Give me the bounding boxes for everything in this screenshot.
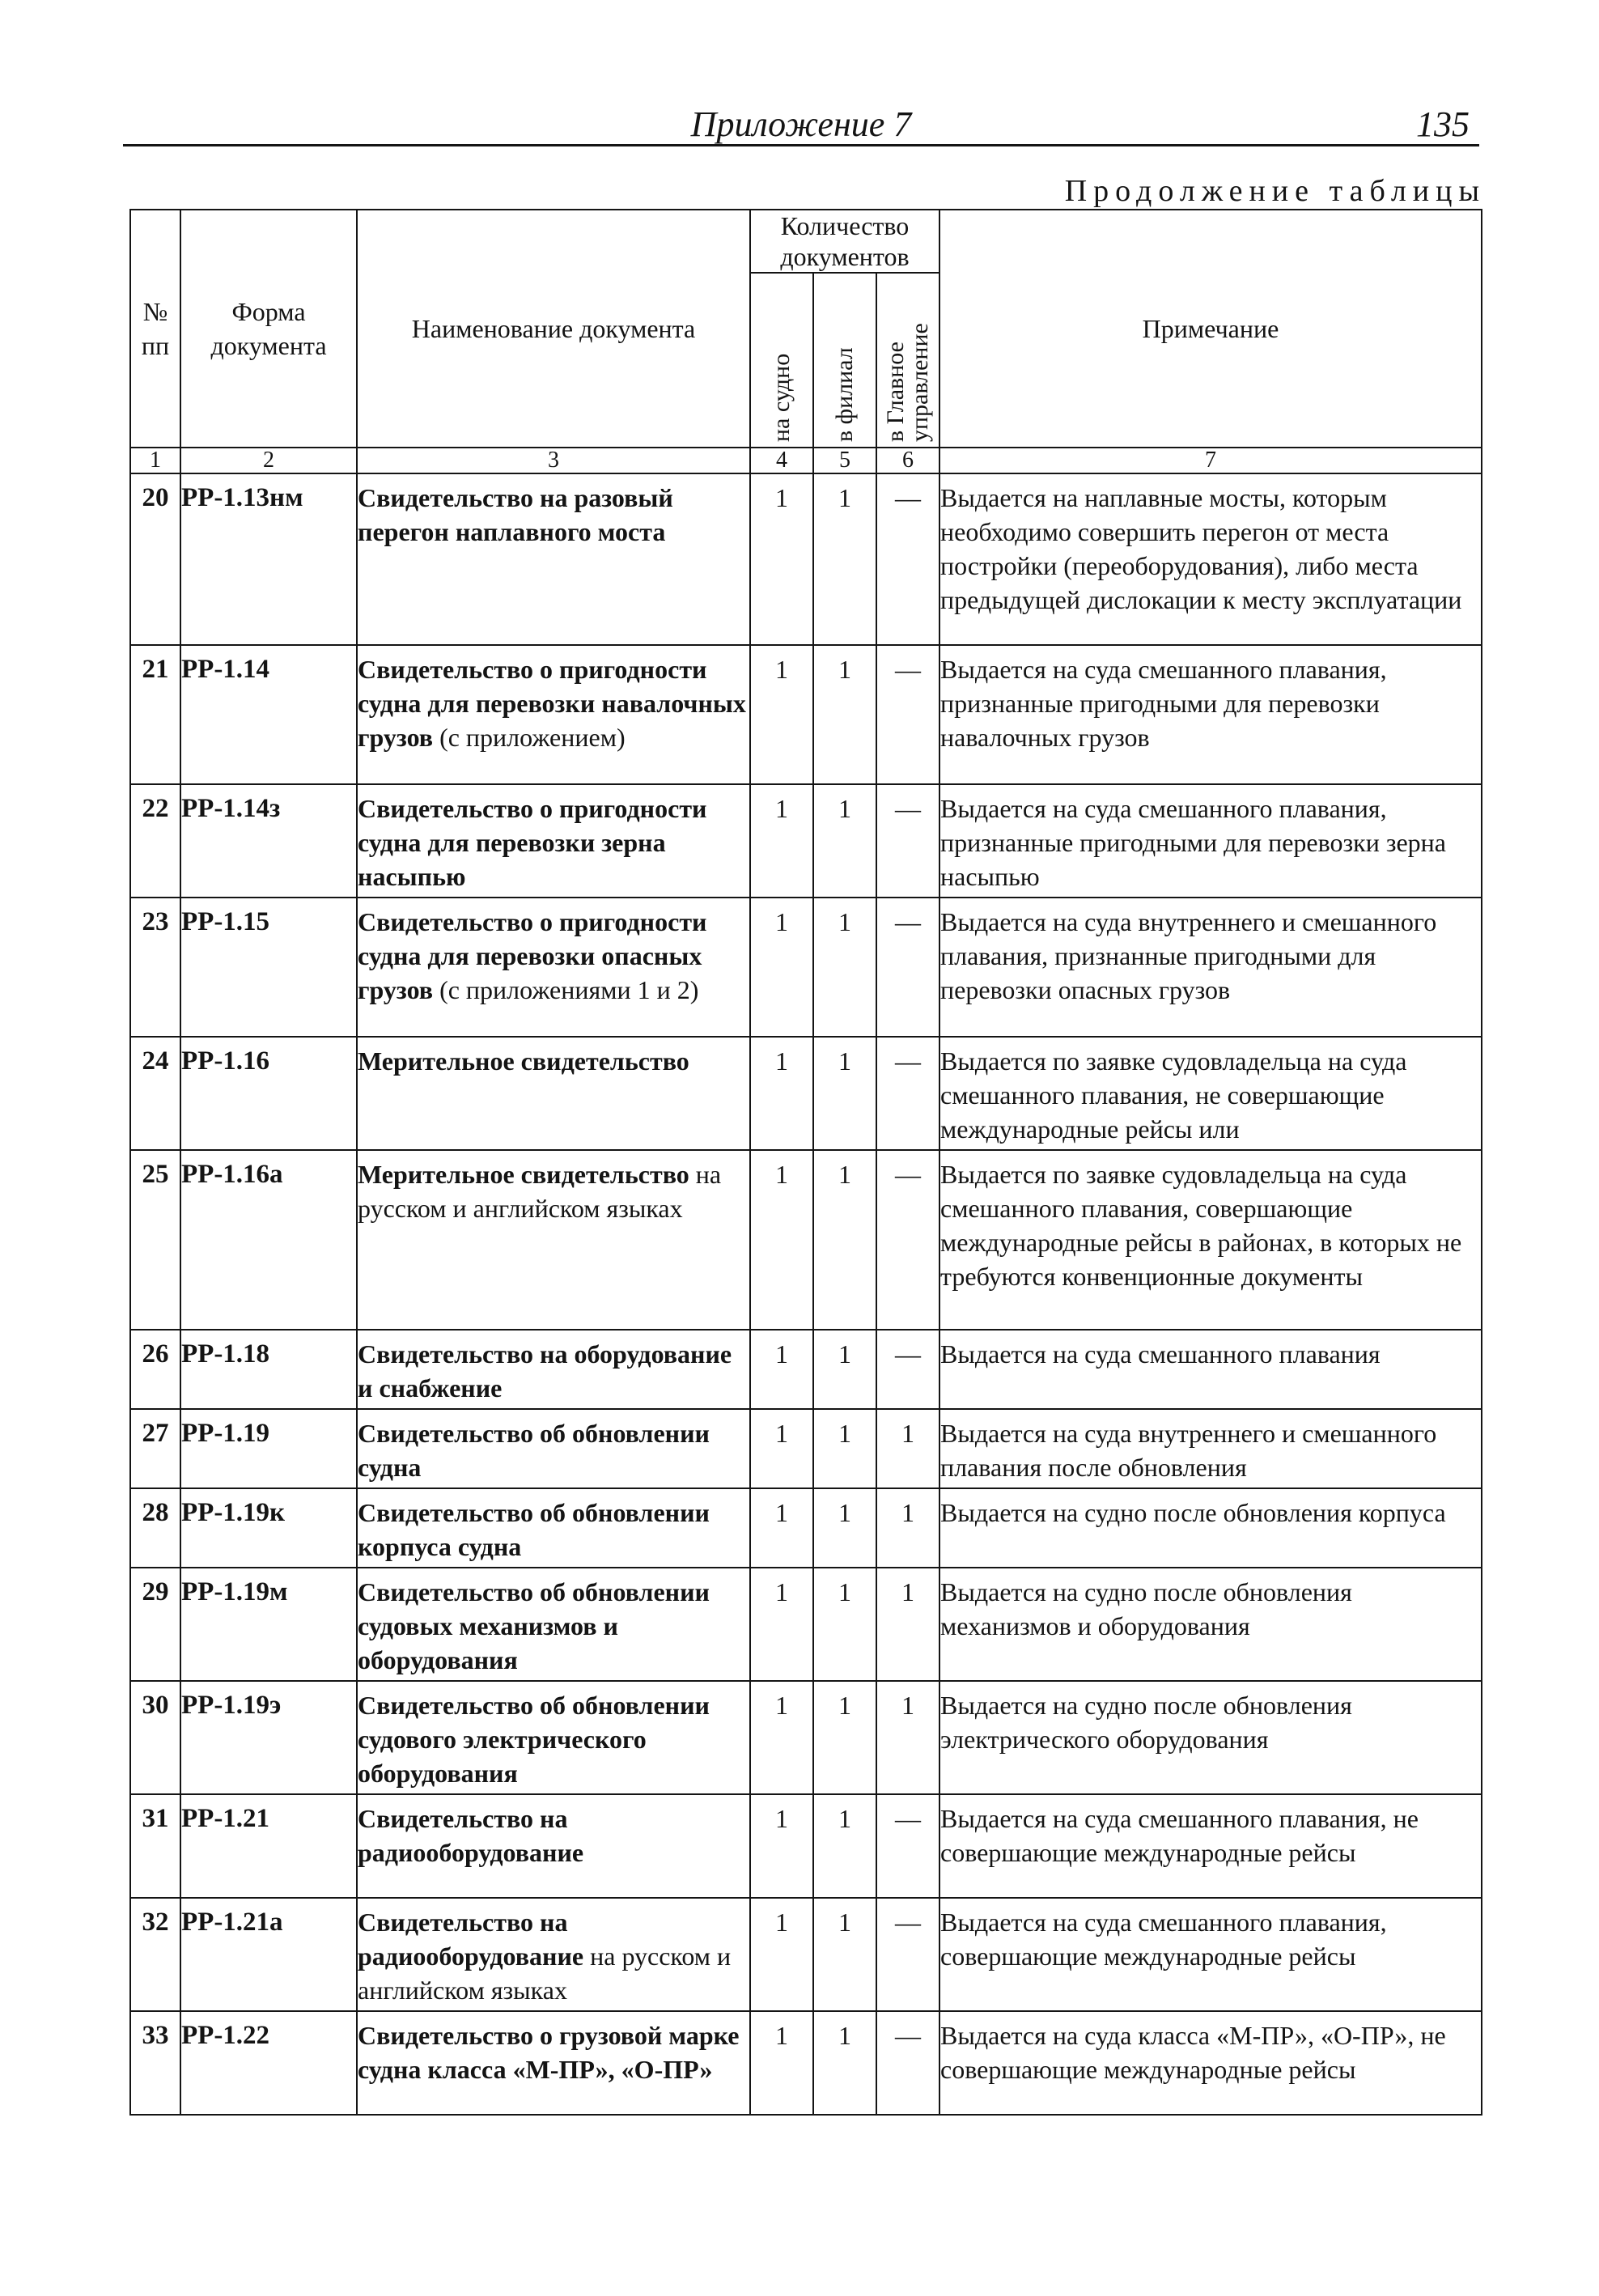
document-form: РР-1.14 — [180, 645, 357, 784]
table-row — [130, 784, 1482, 898]
page-number: 135 — [1416, 104, 1470, 144]
col-number: 2 — [180, 448, 357, 473]
table-row — [130, 645, 1482, 784]
page-title: Приложение 7 — [690, 104, 912, 144]
qty-head-office: 1 — [876, 1488, 939, 1568]
table-row — [130, 1898, 1482, 2011]
qty-branch: 1 — [813, 1681, 876, 1794]
note: Выдается на суда смешанного плавания, не совершающие международные рейсы — [939, 1794, 1482, 1898]
row-number: 23 — [130, 898, 180, 1037]
qty-ship: 1 — [750, 1681, 813, 1794]
document-form: РР-1.21а — [180, 1898, 357, 2011]
document-name-extra: (с приложениями 1 и 2) — [433, 975, 699, 1004]
col-number: 7 — [939, 448, 1482, 473]
qty-head-office: — — [876, 898, 939, 1037]
qty-head-office: — — [876, 473, 939, 645]
qty-head-office: 1 — [876, 1568, 939, 1681]
document-name: Свидетельство о пригодности судна для перевозки зерна насыпью — [358, 794, 707, 891]
table-caption: Продолжение таблицы — [1064, 174, 1486, 208]
qty-head-office: — — [876, 1898, 939, 2011]
qty-ship: 1 — [750, 2011, 813, 2115]
document-name: Свидетельство об обновлении судового электрического оборудования — [358, 1691, 710, 1788]
qty-ship: 1 — [750, 1330, 813, 1409]
document-name-cell — [357, 898, 750, 1037]
document-name: Свидетельство о пригодности судна для перевозки навалочных грузов — [358, 655, 746, 752]
col-number: 6 — [876, 448, 939, 473]
table-row — [130, 1330, 1482, 1409]
row-number: 20 — [130, 473, 180, 645]
qty-ship: 1 — [750, 1898, 813, 2011]
document-name: Свидетельство на разовый перегон наплавного моста — [358, 483, 673, 546]
table-row — [130, 1409, 1482, 1488]
note: Выдается по заявке судовладельца на суда смешанного плавания, не совершающие международные рейсы или — [939, 1037, 1482, 1150]
document-name-cell — [357, 645, 750, 784]
qty-branch: 1 — [813, 2011, 876, 2115]
document-form: РР-1.22 — [180, 2011, 357, 2115]
row-number: 28 — [130, 1488, 180, 1568]
document-form: РР-1.14з — [180, 784, 357, 898]
col-header-form: Форма документа — [180, 210, 357, 448]
document-name-cell — [357, 1409, 750, 1488]
row-number: 33 — [130, 2011, 180, 2115]
document-form: РР-1.16 — [180, 1037, 357, 1150]
row-number: 32 — [130, 1898, 180, 2011]
qty-branch: 1 — [813, 898, 876, 1037]
col-header-quantity: Количество документов — [750, 210, 939, 273]
row-number: 30 — [130, 1681, 180, 1794]
qty-branch: 1 — [813, 1898, 876, 2011]
row-number: 25 — [130, 1150, 180, 1330]
row-number: 26 — [130, 1330, 180, 1409]
qty-ship: 1 — [750, 1409, 813, 1488]
document-form: РР-1.18 — [180, 1330, 357, 1409]
qty-ship: 1 — [750, 1150, 813, 1330]
qty-branch: 1 — [813, 1330, 876, 1409]
note: Выдается на суда внутреннего и смешанного плавания после обновления — [939, 1409, 1482, 1488]
table-row — [130, 1568, 1482, 1681]
qty-ship: 1 — [750, 784, 813, 898]
col-number: 5 — [813, 448, 876, 473]
document-name-extra: на русском и английском языках — [358, 1942, 732, 2005]
qty-head-office: — — [876, 1150, 939, 1330]
col-header-name: Наименование документа — [357, 210, 750, 448]
col-header-head-office: в Главное управление — [876, 273, 939, 448]
document-name: Свидетельство на оборудование и снабжение — [358, 1339, 732, 1403]
table-row — [130, 898, 1482, 1037]
qty-branch: 1 — [813, 784, 876, 898]
document-form: РР-1.13нм — [180, 473, 357, 645]
qty-head-office: — — [876, 1037, 939, 1150]
row-number: 31 — [130, 1794, 180, 1898]
note: Выдается по заявке судовладельца на суда смешанного плавания, совершающие международные рейсы в районах, в которых не требуются конвенционные документы — [939, 1150, 1482, 1330]
document-name-extra: (с приложением) — [433, 723, 626, 752]
qty-branch: 1 — [813, 1037, 876, 1150]
document-name-cell — [357, 1150, 750, 1330]
qty-ship: 1 — [750, 1037, 813, 1150]
row-number: 21 — [130, 645, 180, 784]
note: Выдается на наплавные мосты, которым необходимо совершить перегон от места постройки (переоборудования), либо места предыдущей дислокации к месту эксплуатации — [939, 473, 1482, 645]
table-row — [130, 1794, 1482, 1898]
document-name: Свидетельство на радиооборудование — [358, 1908, 584, 1971]
document-form: РР-1.15 — [180, 898, 357, 1037]
document-name-cell — [357, 1330, 750, 1409]
document-form: РР-1.19 — [180, 1409, 357, 1488]
row-number: 24 — [130, 1037, 180, 1150]
col-number: 3 — [357, 448, 750, 473]
note: Выдается на суда внутреннего и смешанного плавания, признанные пригодными для перевозки опасных грузов — [939, 898, 1482, 1037]
qty-ship: 1 — [750, 645, 813, 784]
document-name-cell — [357, 473, 750, 645]
document-name-cell — [357, 2011, 750, 2115]
qty-branch: 1 — [813, 645, 876, 784]
note: Выдается на судно после обновления механизмов и оборудования — [939, 1568, 1482, 1681]
page-header — [123, 102, 1479, 147]
document-name-cell — [357, 1794, 750, 1898]
note: Выдается на судно после обновления электрического оборудования — [939, 1681, 1482, 1794]
col-header-ship: на судно — [750, 273, 813, 448]
col-header-note: Примечание — [939, 210, 1482, 448]
document-name-cell — [357, 1681, 750, 1794]
qty-head-office: — — [876, 1794, 939, 1898]
qty-head-office: — — [876, 784, 939, 898]
qty-ship: 1 — [750, 473, 813, 645]
row-number: 29 — [130, 1568, 180, 1681]
qty-head-office: — — [876, 1330, 939, 1409]
document-form: РР-1.19э — [180, 1681, 357, 1794]
document-name: Свидетельство на радиооборудование — [358, 1804, 584, 1867]
table-row — [130, 1037, 1482, 1150]
document-name: Мерительное свидетельство — [358, 1160, 689, 1189]
document-name-cell — [357, 1488, 750, 1568]
qty-ship: 1 — [750, 898, 813, 1037]
table-row — [130, 2011, 1482, 2115]
document-form: РР-1.19к — [180, 1488, 357, 1568]
col-header-no: № пп — [130, 210, 180, 448]
qty-branch: 1 — [813, 1488, 876, 1568]
qty-ship: 1 — [750, 1568, 813, 1681]
document-form: РР-1.19м — [180, 1568, 357, 1681]
table-row — [130, 1150, 1482, 1330]
qty-head-office: — — [876, 645, 939, 784]
qty-branch: 1 — [813, 1409, 876, 1488]
qty-ship: 1 — [750, 1794, 813, 1898]
table-row — [130, 473, 1482, 645]
document-name-cell — [357, 1037, 750, 1150]
document-form: РР-1.21 — [180, 1794, 357, 1898]
qty-branch: 1 — [813, 473, 876, 645]
document-name: Мерительное свидетельство — [358, 1046, 689, 1076]
header-rule — [123, 144, 1479, 146]
table-row — [130, 1488, 1482, 1568]
qty-ship: 1 — [750, 1488, 813, 1568]
note: Выдается на суда смешанного плавания, признанные пригодными для перевозки зерна насыпью — [939, 784, 1482, 898]
qty-branch: 1 — [813, 1568, 876, 1681]
document-name: Свидетельство о пригодности судна для перевозки опасных грузов — [358, 907, 707, 1004]
qty-branch: 1 — [813, 1150, 876, 1330]
note: Выдается на суда смешанного плавания, признанные пригодными для перевозки навалочных грузов — [939, 645, 1482, 784]
table-row — [130, 1681, 1482, 1794]
document-name: Свидетельство о грузовой марке судна класса «М-ПР», «О-ПР» — [358, 2021, 740, 2084]
document-name: Свидетельство об обновлении судна — [358, 1419, 710, 1482]
qty-branch: 1 — [813, 1794, 876, 1898]
qty-head-office: 1 — [876, 1409, 939, 1488]
note: Выдается на суда смешанного плавания, совершающие международные рейсы — [939, 1898, 1482, 2011]
document-name-cell — [357, 1568, 750, 1681]
document-form: РР-1.16а — [180, 1150, 357, 1330]
document-name-cell — [357, 1898, 750, 2011]
row-number: 27 — [130, 1409, 180, 1488]
document-name-extra: на русском и английском языках — [358, 1160, 722, 1223]
document-name-cell — [357, 784, 750, 898]
row-number: 22 — [130, 784, 180, 898]
col-number: 4 — [750, 448, 813, 473]
col-number: 1 — [130, 448, 180, 473]
column-numbers-row — [130, 448, 1482, 473]
document-name: Свидетельство об обновлении корпуса судна — [358, 1498, 710, 1561]
qty-head-office: 1 — [876, 1681, 939, 1794]
documents-table — [129, 209, 1482, 2116]
note: Выдается на судно после обновления корпуса — [939, 1488, 1482, 1568]
qty-head-office: — — [876, 2011, 939, 2115]
note: Выдается на суда смешанного плавания — [939, 1330, 1482, 1409]
document-name: Свидетельство об обновлении судовых механизмов и оборудования — [358, 1577, 710, 1674]
note: Выдается на суда класса «М-ПР», «О-ПР», не совершающие международные рейсы — [939, 2011, 1482, 2115]
col-header-branch: в филиал — [813, 273, 876, 448]
